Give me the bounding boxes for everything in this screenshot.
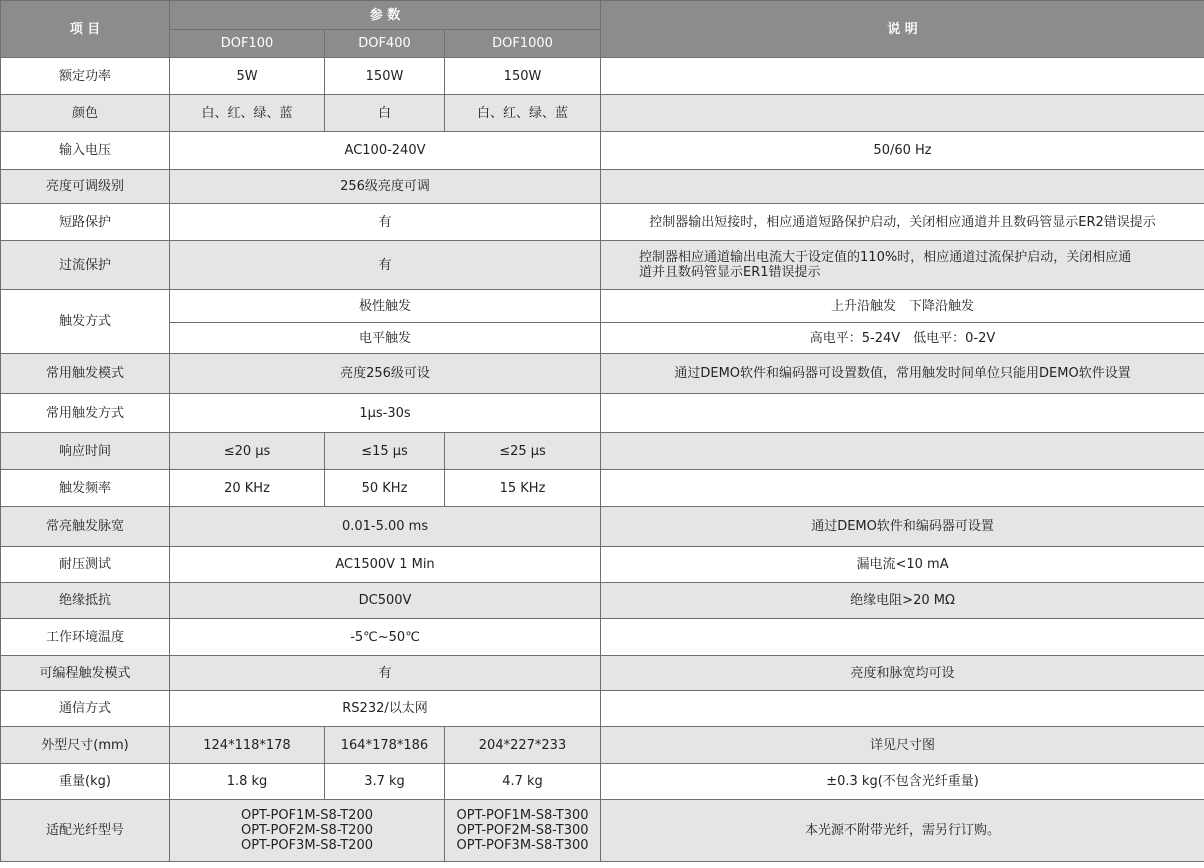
row-label: 绝缘抵抗 (1, 583, 170, 619)
cell-note: 高电平：5-24V 低电平：0-2V (601, 323, 1204, 354)
cell-dof1000: 白、红、绿、蓝 (445, 95, 601, 132)
header-model-dof100: DOF100 (170, 30, 325, 58)
row-label: 触发频率 (1, 470, 170, 507)
cell-note: 上升沿触发 下降沿触发 (601, 290, 1204, 323)
cell-dof400: 3.7 kg (325, 764, 445, 800)
fiber-model: OPT-POF2M-S8-T200 (240, 823, 373, 838)
cell-note (601, 619, 1204, 656)
table-row (1, 58, 1204, 95)
cell-dof100: 20 KHz (170, 470, 325, 507)
cell-note: 绝缘电阻>20 MΩ (601, 583, 1204, 619)
row-label: 常用触发模式 (1, 354, 170, 394)
fiber-models-dof1000 (445, 800, 601, 862)
fiber-models-dof100-dof400 (170, 800, 445, 862)
cell-note: 本光源不附带光纤，需另行订购。 (601, 800, 1204, 862)
table-row (1, 204, 1204, 241)
cell-note: ±0.3 kg(不包含光纤重量) (601, 764, 1204, 800)
cell-note: 通过DEMO软件和编码器可设置数值，常用触发时间单位只能用DEMO软件设置 (601, 354, 1204, 394)
cell-dof1000: 204*227*233 (445, 727, 601, 764)
fiber-model: OPT-POF1M-S8-T300 (456, 808, 589, 823)
note-line: 控制器相应通道输出电流大于设定值的110%时，相应通道过流保护启动，关闭相应通 (639, 250, 1132, 265)
cell-value: AC100-240V (170, 132, 601, 170)
header-model-dof1000: DOF1000 (445, 30, 601, 58)
cell-note (601, 170, 1204, 204)
cell-dof400: 50 KHz (325, 470, 445, 507)
cell-value: -5℃~50℃ (170, 619, 601, 656)
cell-dof400: 白 (325, 95, 445, 132)
cell-value: 256级亮度可调 (170, 170, 601, 204)
cell-note (601, 241, 1204, 290)
cell-value: 极性触发 (170, 290, 601, 323)
cell-value: AC1500V 1 Min (170, 547, 601, 583)
cell-dof1000: 15 KHz (445, 470, 601, 507)
row-label: 短路保护 (1, 204, 170, 241)
cell-note (601, 95, 1204, 132)
header-item: 项 目 (1, 1, 170, 58)
table-row (1, 470, 1204, 507)
cell-note (601, 470, 1204, 507)
row-label: 通信方式 (1, 691, 170, 727)
table-row (1, 95, 1204, 132)
row-label: 触发方式 (1, 290, 170, 354)
row-label: 响应时间 (1, 433, 170, 470)
table-row (1, 656, 1204, 691)
cell-note (601, 691, 1204, 727)
cell-value: 0.01-5.00 ms (170, 507, 601, 547)
row-label: 可编程触发模式 (1, 656, 170, 691)
table-row (1, 354, 1204, 394)
row-label: 过流保护 (1, 241, 170, 290)
table-row (1, 394, 1204, 433)
table-row (1, 691, 1204, 727)
cell-dof400: 164*178*186 (325, 727, 445, 764)
fiber-model: OPT-POF3M-S8-T200 (240, 838, 373, 853)
row-label: 外型尺寸(mm) (1, 727, 170, 764)
header-note: 说 明 (601, 1, 1204, 58)
cell-dof1000: ≤25 μs (445, 433, 601, 470)
cell-value: 有 (170, 204, 601, 241)
cell-value: 1μs-30s (170, 394, 601, 433)
cell-value: 有 (170, 241, 601, 290)
cell-note (601, 433, 1204, 470)
cell-dof1000: 4.7 kg (445, 764, 601, 800)
row-label: 适配光纤型号 (1, 800, 170, 862)
table-row (1, 290, 1204, 323)
fiber-model: OPT-POF1M-S8-T200 (240, 808, 373, 823)
table-row (1, 132, 1204, 170)
table-row (1, 800, 1204, 862)
fiber-model: OPT-POF3M-S8-T300 (456, 838, 589, 853)
cell-note: 50/60 Hz (601, 132, 1204, 170)
cell-value: RS232/以太网 (170, 691, 601, 727)
cell-value: 亮度256级可设 (170, 354, 601, 394)
cell-dof100: 5W (170, 58, 325, 95)
cell-dof100: 124*118*178 (170, 727, 325, 764)
row-label: 常亮触发脉宽 (1, 507, 170, 547)
table-row (1, 619, 1204, 656)
cell-dof400: 150W (325, 58, 445, 95)
cell-dof100: 1.8 kg (170, 764, 325, 800)
row-label: 重量(kg) (1, 764, 170, 800)
cell-note: 通过DEMO软件和编码器可设置 (601, 507, 1204, 547)
row-label: 颜色 (1, 95, 170, 132)
fiber-model: OPT-POF2M-S8-T300 (456, 823, 589, 838)
cell-note: 控制器输出短接时，相应通道短路保护启动，关闭相应通道并且数码管显示ER2错误提示 (601, 204, 1204, 241)
cell-value: 电平触发 (170, 323, 601, 354)
table-row (1, 323, 1204, 354)
table-row (1, 583, 1204, 619)
cell-note (601, 58, 1204, 95)
cell-dof1000: 150W (445, 58, 601, 95)
row-label: 额定功率 (1, 58, 170, 95)
table-row (1, 241, 1204, 290)
cell-dof400: ≤15 μs (325, 433, 445, 470)
table-row (1, 727, 1204, 764)
cell-value: DC500V (170, 583, 601, 619)
row-label: 常用触发方式 (1, 394, 170, 433)
cell-note (601, 394, 1204, 433)
cell-dof100: ≤20 μs (170, 433, 325, 470)
header-params: 参 数 (170, 1, 601, 30)
header-model-dof400: DOF400 (325, 30, 445, 58)
cell-note: 亮度和脉宽均可设 (601, 656, 1204, 691)
row-label: 亮度可调级别 (1, 170, 170, 204)
table-row (1, 433, 1204, 470)
table-row (1, 507, 1204, 547)
note-line: 道并且数码管显示ER1错误提示 (639, 265, 821, 280)
row-label: 输入电压 (1, 132, 170, 170)
cell-dof100: 白、红、绿、蓝 (170, 95, 325, 132)
cell-value: 有 (170, 656, 601, 691)
table-row (1, 170, 1204, 204)
row-label: 工作环境温度 (1, 619, 170, 656)
cell-note: 漏电流<10 mA (601, 547, 1204, 583)
header-row-top (1, 1, 1204, 30)
cell-note: 详见尺寸图 (601, 727, 1204, 764)
row-label: 耐压测试 (1, 547, 170, 583)
table-row (1, 764, 1204, 800)
table-row (1, 547, 1204, 583)
